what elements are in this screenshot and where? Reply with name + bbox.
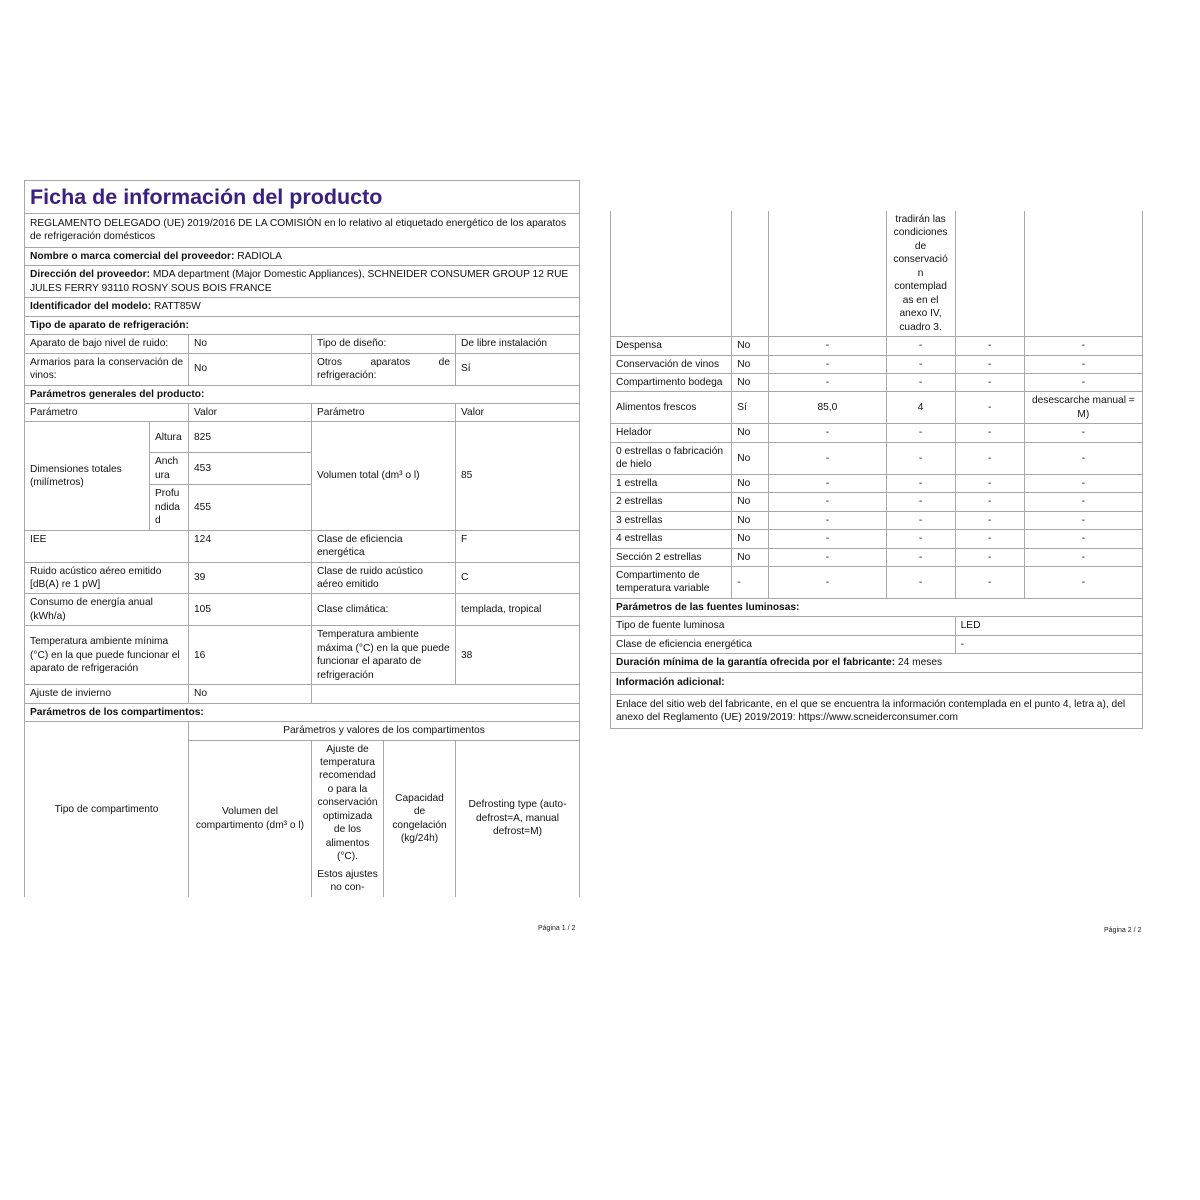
compartment-volume-cell: - [769,442,886,474]
light-source-heading: Parámetros de las fuentes luminosas: [611,598,1143,616]
supplier-address-label: Dirección del proveedor: [30,269,151,281]
compartment-temp-cell: - [886,474,955,492]
continued-empty-present [732,211,769,337]
compartment-volume-cell: - [769,337,886,355]
winter-setting-label: Ajuste de invierno [25,685,189,703]
col-header-param-2: Parámetro [312,403,456,421]
wine-cabinet-label: Armarios para la conservación de vinos: [25,353,189,385]
supplier-address-row [25,266,580,298]
compartment-name-cell: 1 estrella [611,474,732,492]
noise-value: 39 [189,562,312,594]
compartment-capacity-cell: - [955,566,1024,598]
compartment-capacity-cell: - [955,442,1024,474]
max-temp-value: 38 [456,626,580,685]
compartment-temp-cell: - [886,566,955,598]
warranty-row [611,654,1143,672]
page-1 [24,180,579,897]
compartment-temp-header-continued: Estos ajustes no con- [317,868,378,894]
model-id-label: Identificador del modelo: [30,301,152,313]
low-noise-value: No [189,335,312,353]
compartment-defrost-cell: - [1024,566,1142,598]
compartment-temp-cell: - [886,548,955,566]
compartment-temp-header-text: Ajuste de temperatura recomendado para la conservación optimizada de los alimentos (°C). [317,743,378,863]
compartment-row [611,548,1143,566]
general-params-heading: Parámetros generales del producto: [25,385,580,403]
light-class-value: - [955,635,1142,653]
page-number-1: Página 1 / 2 [538,925,576,932]
compartment-name-cell: 4 estrellas [611,530,732,548]
compartment-row [611,493,1143,511]
compartment-present-cell: No [732,337,769,355]
compartment-defrost-cell: - [1024,337,1142,355]
compartment-group-header: Parámetros y valores de los compartimentos [189,722,580,740]
compartment-capacity-cell: - [955,493,1024,511]
compartment-present-cell: No [732,373,769,391]
product-info-table-page1 [24,180,580,722]
climate-class-label: Clase climática: [312,594,456,626]
compartment-present-cell: No [732,511,769,529]
dimensions-label: Dimensiones totales (milímetros) [25,422,150,530]
compartment-volume-header: Volumen del compartimento (dm³ o l) [189,740,312,896]
wine-cabinet-value: No [189,353,312,385]
energy-consumption-value: 105 [189,594,312,626]
min-temp-label: Temperatura ambiente mínima (°C) en la que puede funcionar el aparato de refrigeración [25,626,189,685]
total-volume-label: Volumen total (dm³ o l) [312,422,456,530]
freezing-capacity-header: Capacidad de congelación (kg/24h) [384,740,456,896]
eei-value: 124 [189,530,312,562]
compartment-row [611,530,1143,548]
compartment-defrost-cell: - [1024,493,1142,511]
energy-class-label: Clase de eficiencia energética [312,530,456,562]
compartment-capacity-cell: - [955,373,1024,391]
compartment-defrost-cell: - [1024,530,1142,548]
compartment-row [611,424,1143,442]
height-label: Altura [150,422,189,453]
supplier-name-value: RADIOLA [237,250,282,262]
compartment-name-cell: 3 estrellas [611,511,732,529]
compartment-name-cell: 2 estrellas [611,493,732,511]
width-value: 453 [189,453,312,485]
compartment-volume-cell: - [769,355,886,373]
compartment-row [611,566,1143,598]
compartment-name-cell: Conservación de vinos [611,355,732,373]
compartment-name-cell: Compartimento de temperatura variable [611,566,732,598]
width-label: Anchura [150,453,189,485]
compartment-volume-cell: - [769,511,886,529]
compartment-defrost-cell: - [1024,511,1142,529]
compartment-present-cell: No [732,548,769,566]
compartment-temp-cell: - [886,424,955,442]
compartment-name-cell: Sección 2 estrellas [611,548,732,566]
depth-label: Profundidad [150,485,189,530]
compartment-row [611,337,1143,355]
compartment-name-cell: 0 estrellas o fabricación de hielo [611,442,732,474]
compartment-temp-cell: - [886,442,955,474]
compartment-temp-cell: - [886,373,955,391]
compartment-volume-cell: - [769,548,886,566]
defrost-type-header: Defrosting type (auto-defrost=A, manual defrost=M) [456,740,580,896]
model-id-value: RATT85W [153,301,201,313]
height-value: 825 [189,422,312,453]
compartment-volume-cell: - [769,530,886,548]
compartment-row [611,392,1143,424]
compartment-row [611,355,1143,373]
compartment-capacity-cell: - [955,424,1024,442]
compartment-present-cell: No [732,424,769,442]
page-number-2: Página 2 / 2 [1104,927,1142,934]
compartment-volume-cell: - [769,566,886,598]
energy-class-value: F [456,530,580,562]
noise-class-label: Clase de ruido acústico aéreo emitido [312,562,456,594]
compartment-volume-cell: - [769,474,886,492]
document-title: Ficha de información del producto [25,181,580,214]
compartment-capacity-cell: - [955,530,1024,548]
compartment-name-cell: Helador [611,424,732,442]
climate-class-value: templada, tropical [456,594,580,626]
compartment-volume-cell: 85,0 [769,392,886,424]
warranty-value: 24 meses [897,657,943,669]
col-header-param: Parámetro [25,403,189,421]
warranty-label: Duración mínima de la garantía ofrecida por el fabricante: [616,657,896,669]
design-type-label: Tipo de diseño: [312,335,456,353]
compartment-row [611,373,1143,391]
light-class-label: Clase de eficiencia energética [611,635,956,653]
compartment-capacity-cell: - [955,392,1024,424]
compartment-temp-cell: - [886,355,955,373]
compartment-present-cell: No [732,530,769,548]
regulation-text: REGLAMENTO DELEGADO (UE) 2019/2016 DE LA COMISIÓN en lo relativo al etiquetado energético de los aparatos de refrigeración domésticos [25,213,580,247]
depth-value: 455 [189,485,312,530]
compartment-volume-cell: - [769,493,886,511]
continued-temp-text: tradirán las condiciones de conservación contempladas en el anexo IV, cuadro 3. [886,211,955,337]
col-header-value-2: Valor [456,403,580,421]
compartment-present-cell: No [732,442,769,474]
compartment-name-cell: Alimentos frescos [611,392,732,424]
design-type-value: De libre instalación [456,335,580,353]
compartments-heading: Parámetros de los compartimentos: [25,703,580,721]
compartment-row [611,474,1143,492]
compartment-type-header: Tipo de compartimento [25,722,189,896]
supplier-name-label: Nombre o marca comercial del proveedor: [30,250,235,262]
additional-info-heading: Información adicional: [611,672,1143,694]
other-appliance-label: Otros aparatos de refrigeración: [312,353,456,385]
compartment-volume-cell: - [769,424,886,442]
empty-cell [312,685,580,703]
winter-setting-value: No [189,685,312,703]
compartment-capacity-cell: - [955,337,1024,355]
supplier-name-row [25,247,580,265]
other-appliance-value: Sí [456,353,580,385]
compartment-defrost-cell: - [1024,355,1142,373]
compartment-row [611,442,1143,474]
min-temp-value: 16 [189,626,312,685]
compartment-temp-cell: - [886,511,955,529]
compartment-temp-header [312,740,384,896]
compartment-volume-cell: - [769,373,886,391]
light-type-label: Tipo de fuente luminosa [611,617,956,635]
page-2 [610,211,1143,729]
compartment-present-cell: No [732,493,769,511]
compartment-row [611,511,1143,529]
compartment-present-cell: No [732,474,769,492]
appliance-type-heading: Tipo de aparato de refrigeración: [25,316,580,334]
compartment-temp-cell: - [886,493,955,511]
compartment-defrost-cell: - [1024,548,1142,566]
total-volume-value: 85 [456,422,580,530]
additional-info-text: Enlace del sitio web del fabricante, en el que se encuentra la información contemplada en el punto 4, letra a), del anexo del Reglamento (UE) 2019/2019: https://www.scneiderconsumer.com [611,694,1143,728]
model-id-row [25,298,580,316]
noise-class-value: C [456,562,580,594]
compartment-name-cell: Despensa [611,337,732,355]
col-header-value: Valor [189,403,312,421]
continued-empty-defrost [1024,211,1142,337]
compartment-present-cell: Sí [732,392,769,424]
compartment-defrost-cell: desescarche manual = M) [1024,392,1142,424]
compartment-present-cell: - [732,566,769,598]
continued-empty-volume [769,211,886,337]
compartments-table-page2 [610,211,1143,729]
noise-label: Ruido acústico aéreo emitido [dB(A) re 1 pW] [25,562,189,594]
max-temp-label: Temperatura ambiente máxima (°C) en la que puede funcionar el aparato de refrigeración [312,626,456,685]
compartment-capacity-cell: - [955,511,1024,529]
compartment-capacity-cell: - [955,548,1024,566]
compartment-defrost-cell: - [1024,373,1142,391]
compartments-header-table [24,722,580,896]
eei-label: IEE [25,530,189,562]
energy-consumption-label: Consumo de energía anual (kWh/a) [25,594,189,626]
compartment-present-cell: No [732,355,769,373]
continued-empty-type [611,211,732,337]
compartment-temp-cell: - [886,530,955,548]
compartment-name-cell: Compartimento bodega [611,373,732,391]
compartment-defrost-cell: - [1024,442,1142,474]
compartment-capacity-cell: - [955,355,1024,373]
compartment-temp-cell: - [886,337,955,355]
compartment-capacity-cell: - [955,474,1024,492]
compartment-temp-cell: 4 [886,392,955,424]
supplier-address-value: MDA department (Major Domestic Appliances), SCHNEIDER CONSUMER GROUP 12 RUE JULES FERRY 93110 ROSNY SOUS BOIS FRANCE [30,269,569,294]
compartment-defrost-cell: - [1024,474,1142,492]
low-noise-label: Aparato de bajo nivel de ruido: [25,335,189,353]
continued-empty-capacity [955,211,1024,337]
compartment-defrost-cell: - [1024,424,1142,442]
light-type-value: LED [955,617,1142,635]
